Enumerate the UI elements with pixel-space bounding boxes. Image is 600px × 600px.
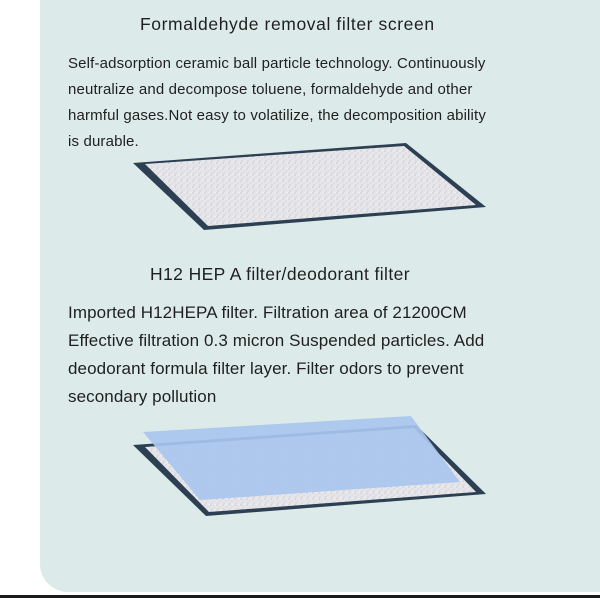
formaldehyde-filter-title: Formaldehyde removal filter screen	[140, 14, 435, 34]
description-line: deodorant formula filter layer. Filter odors to prevent	[68, 359, 464, 378]
description-line: is durable.	[68, 133, 139, 150]
description-line: Self-adsorption ceramic ball particle technology. Continuously	[68, 55, 486, 72]
description-line: Imported H12HEPA filter. Filtration area of 21200CM	[68, 303, 467, 322]
bottom-divider	[0, 595, 600, 598]
hepa-filter-title: H12 HEP A filter/deodorant filter	[150, 264, 410, 284]
description-line: neutralize and decompose toluene, formaldehyde and other	[68, 81, 473, 98]
description-line: harmful gases.Not easy to volatilize, the decomposition ability	[68, 107, 486, 124]
description-line: Effective filtration 0.3 micron Suspended particles. Add	[68, 331, 485, 350]
description-line: secondary pollution	[68, 387, 217, 406]
